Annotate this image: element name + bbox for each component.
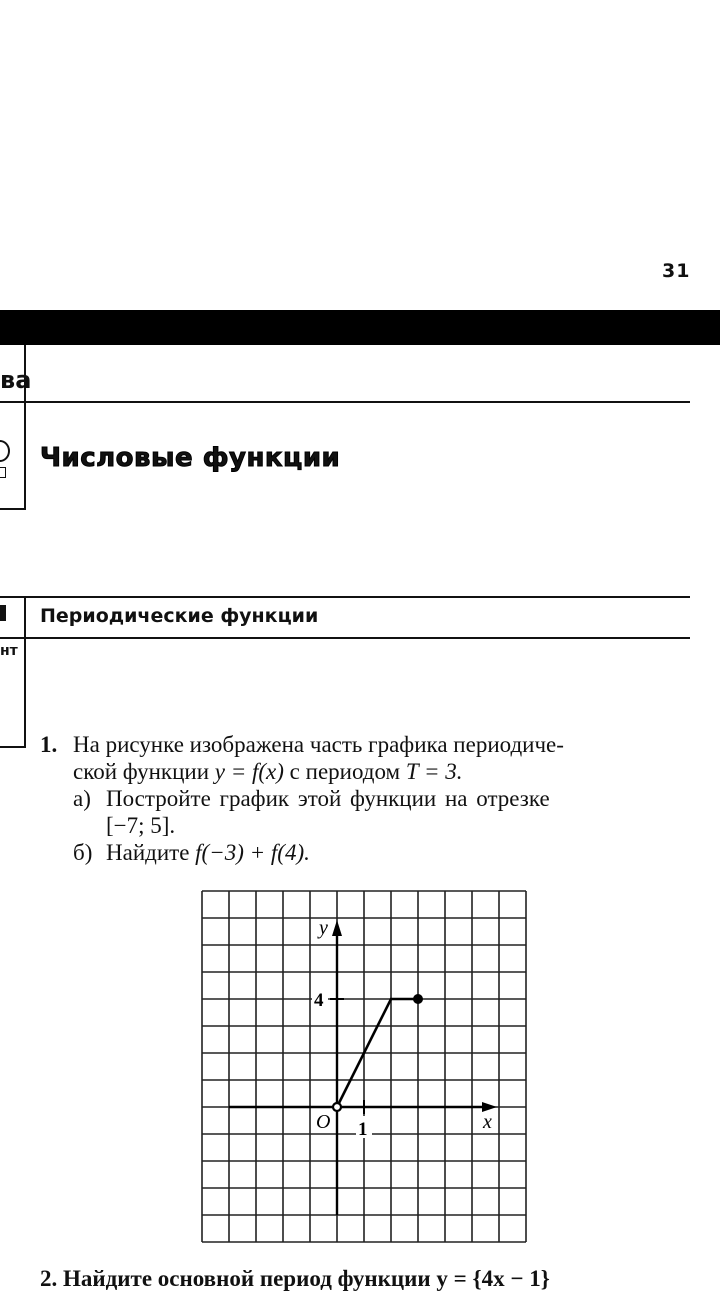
part-a-label: а) xyxy=(73,786,91,811)
chapter-title: Числовые функции xyxy=(40,443,341,473)
formula: f(−3) + f(4). xyxy=(195,840,310,865)
task-line-2 xyxy=(73,758,463,785)
page-number: 31 xyxy=(662,260,691,282)
section-divider-vertical xyxy=(24,596,26,748)
grid xyxy=(202,891,526,1242)
section-bottom-rule xyxy=(0,637,690,639)
circle-icon xyxy=(0,440,10,462)
section-title: Периодические функции xyxy=(40,605,319,627)
part-b xyxy=(106,839,310,866)
task-number: 1. xyxy=(40,732,58,757)
text: Найдите xyxy=(106,840,196,865)
section-marker xyxy=(0,605,6,621)
x-axis-label: x xyxy=(483,1111,492,1133)
part-b-label: б) xyxy=(73,840,93,865)
section-frame-bottom xyxy=(0,746,26,748)
open-point-icon xyxy=(333,1103,341,1111)
part-a-text: Постройте график этой функции на отрезке xyxy=(106,786,550,811)
formula: y = f(x) xyxy=(214,759,284,784)
y-tick-label: 4 xyxy=(314,990,324,1011)
x-tick-label: 1 xyxy=(358,1119,368,1140)
text: ской функции xyxy=(73,759,215,784)
header-bar xyxy=(0,310,720,345)
origin-label: O xyxy=(316,1111,331,1133)
period-formula: T = 3. xyxy=(405,759,463,784)
y-axis-label: y xyxy=(319,917,328,939)
chapter-label-fragment: ва xyxy=(0,366,32,394)
square-icon xyxy=(0,467,6,478)
task-line-1: На рисунке изображена часть графика периодиче- xyxy=(73,732,564,757)
filled-point-icon xyxy=(413,994,423,1004)
variant-label-fragment: нт xyxy=(0,643,18,659)
task-2-partial: 2. Найдите основной период функции y = {4x − 1} xyxy=(40,1266,550,1291)
text: с периодом xyxy=(283,759,406,784)
section-top-rule xyxy=(0,596,690,598)
part-a-interval: [−7; 5]. xyxy=(106,813,176,838)
chapter-divider-horizontal xyxy=(0,401,690,403)
chapter-frame-bottom xyxy=(0,508,26,510)
y-axis-arrow-icon xyxy=(332,920,342,936)
function-graph xyxy=(195,884,535,1250)
